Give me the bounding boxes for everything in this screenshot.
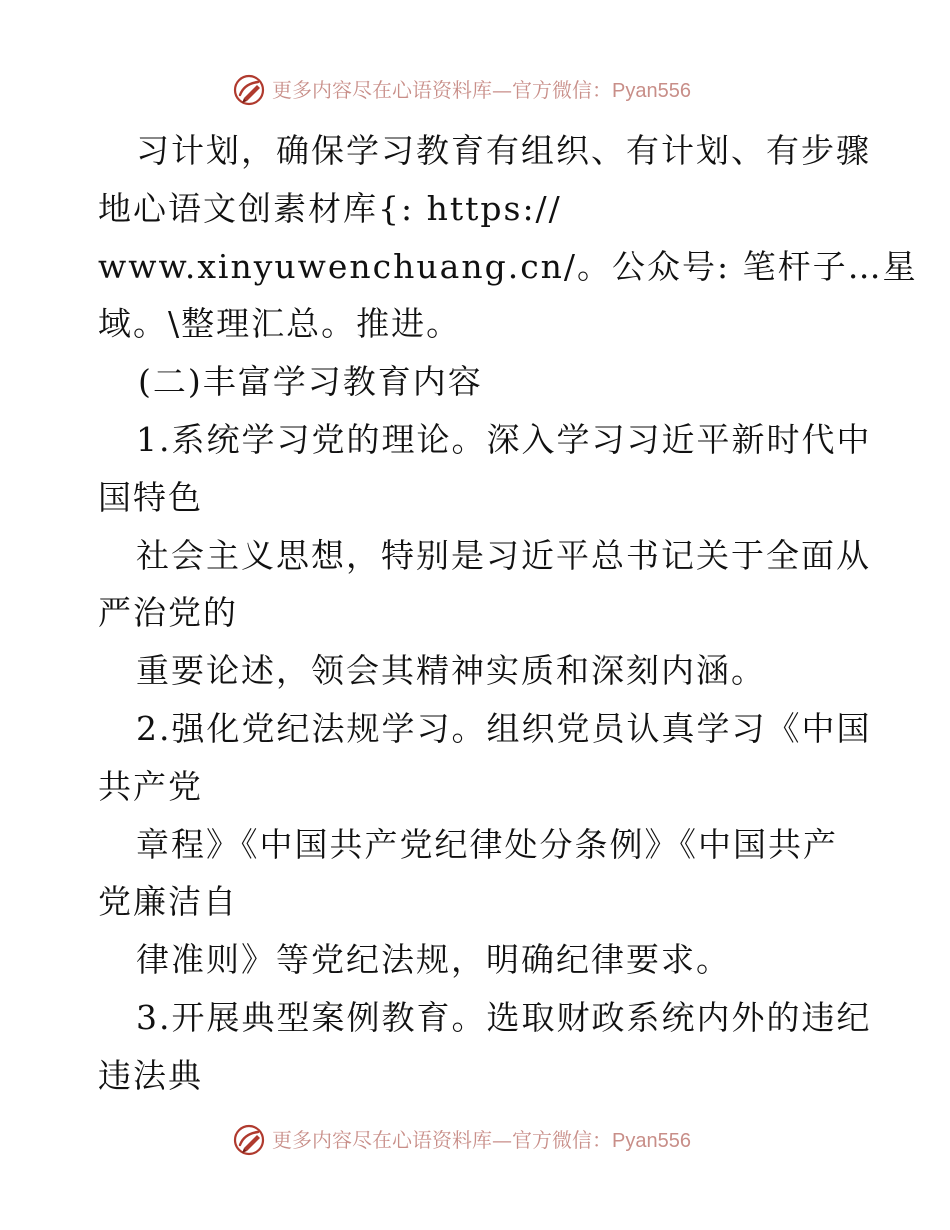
text-line: 1.系统学习党的理论。深入学习习近平新时代中 xyxy=(136,419,872,459)
text-line: 2.强化党纪法规学习。组织党员认真学习《中国 xyxy=(136,708,872,748)
text-line: 党廉洁自 xyxy=(98,882,238,922)
section-heading: (二)丰富学习教育内容 xyxy=(138,362,483,402)
footer-watermark xyxy=(232,1122,691,1158)
text-line: 重要论述，领会其精神实质和深刻内涵。 xyxy=(136,651,766,691)
text-line: 域。\整理汇总。推进。 xyxy=(98,304,462,344)
text-line: 习计划，确保学习教育有组织、有计划、有步骤 xyxy=(136,131,871,170)
text-line: 社会主义思想，特别是习近平总书记关于全面从 xyxy=(136,535,871,575)
watermark-text xyxy=(272,1122,691,1159)
document-body xyxy=(98,122,918,1105)
text-line: 3.开展典型案例教育。选取财政系统内外的违纪 xyxy=(136,997,872,1037)
watermark-id: Pyan556 xyxy=(612,1129,691,1152)
text-line: 严治党的 xyxy=(98,593,238,633)
red-pen-logo-icon xyxy=(232,1123,266,1157)
red-pen-logo-icon xyxy=(232,73,266,107)
watermark-label: 官方微信： xyxy=(512,1127,612,1152)
text-line: 律准则》等党纪法规，明确纪律要求。 xyxy=(136,940,731,980)
watermark-separator: — xyxy=(492,77,512,102)
text-line: 章程》《中国共产党纪律处分条例》《中国共产 xyxy=(136,824,838,864)
text-line: 违法典 xyxy=(98,1055,203,1095)
header-watermark xyxy=(232,72,691,108)
watermark-label: 官方微信： xyxy=(512,77,612,102)
text-line: 国特色 xyxy=(98,477,203,517)
text-line: www.xinyuwenchuang.cn/。公众号: 笔杆子…星 xyxy=(98,246,918,286)
text-line: 共产党 xyxy=(98,766,203,806)
text-line: 地心语文创素材库{: https:// xyxy=(98,188,562,228)
watermark-separator: — xyxy=(492,1127,512,1152)
watermark-title: 更多内容尽在心语资料库 xyxy=(272,1127,492,1152)
watermark-title: 更多内容尽在心语资料库 xyxy=(272,77,492,102)
watermark-id: Pyan556 xyxy=(612,79,691,102)
watermark-text xyxy=(272,72,691,109)
